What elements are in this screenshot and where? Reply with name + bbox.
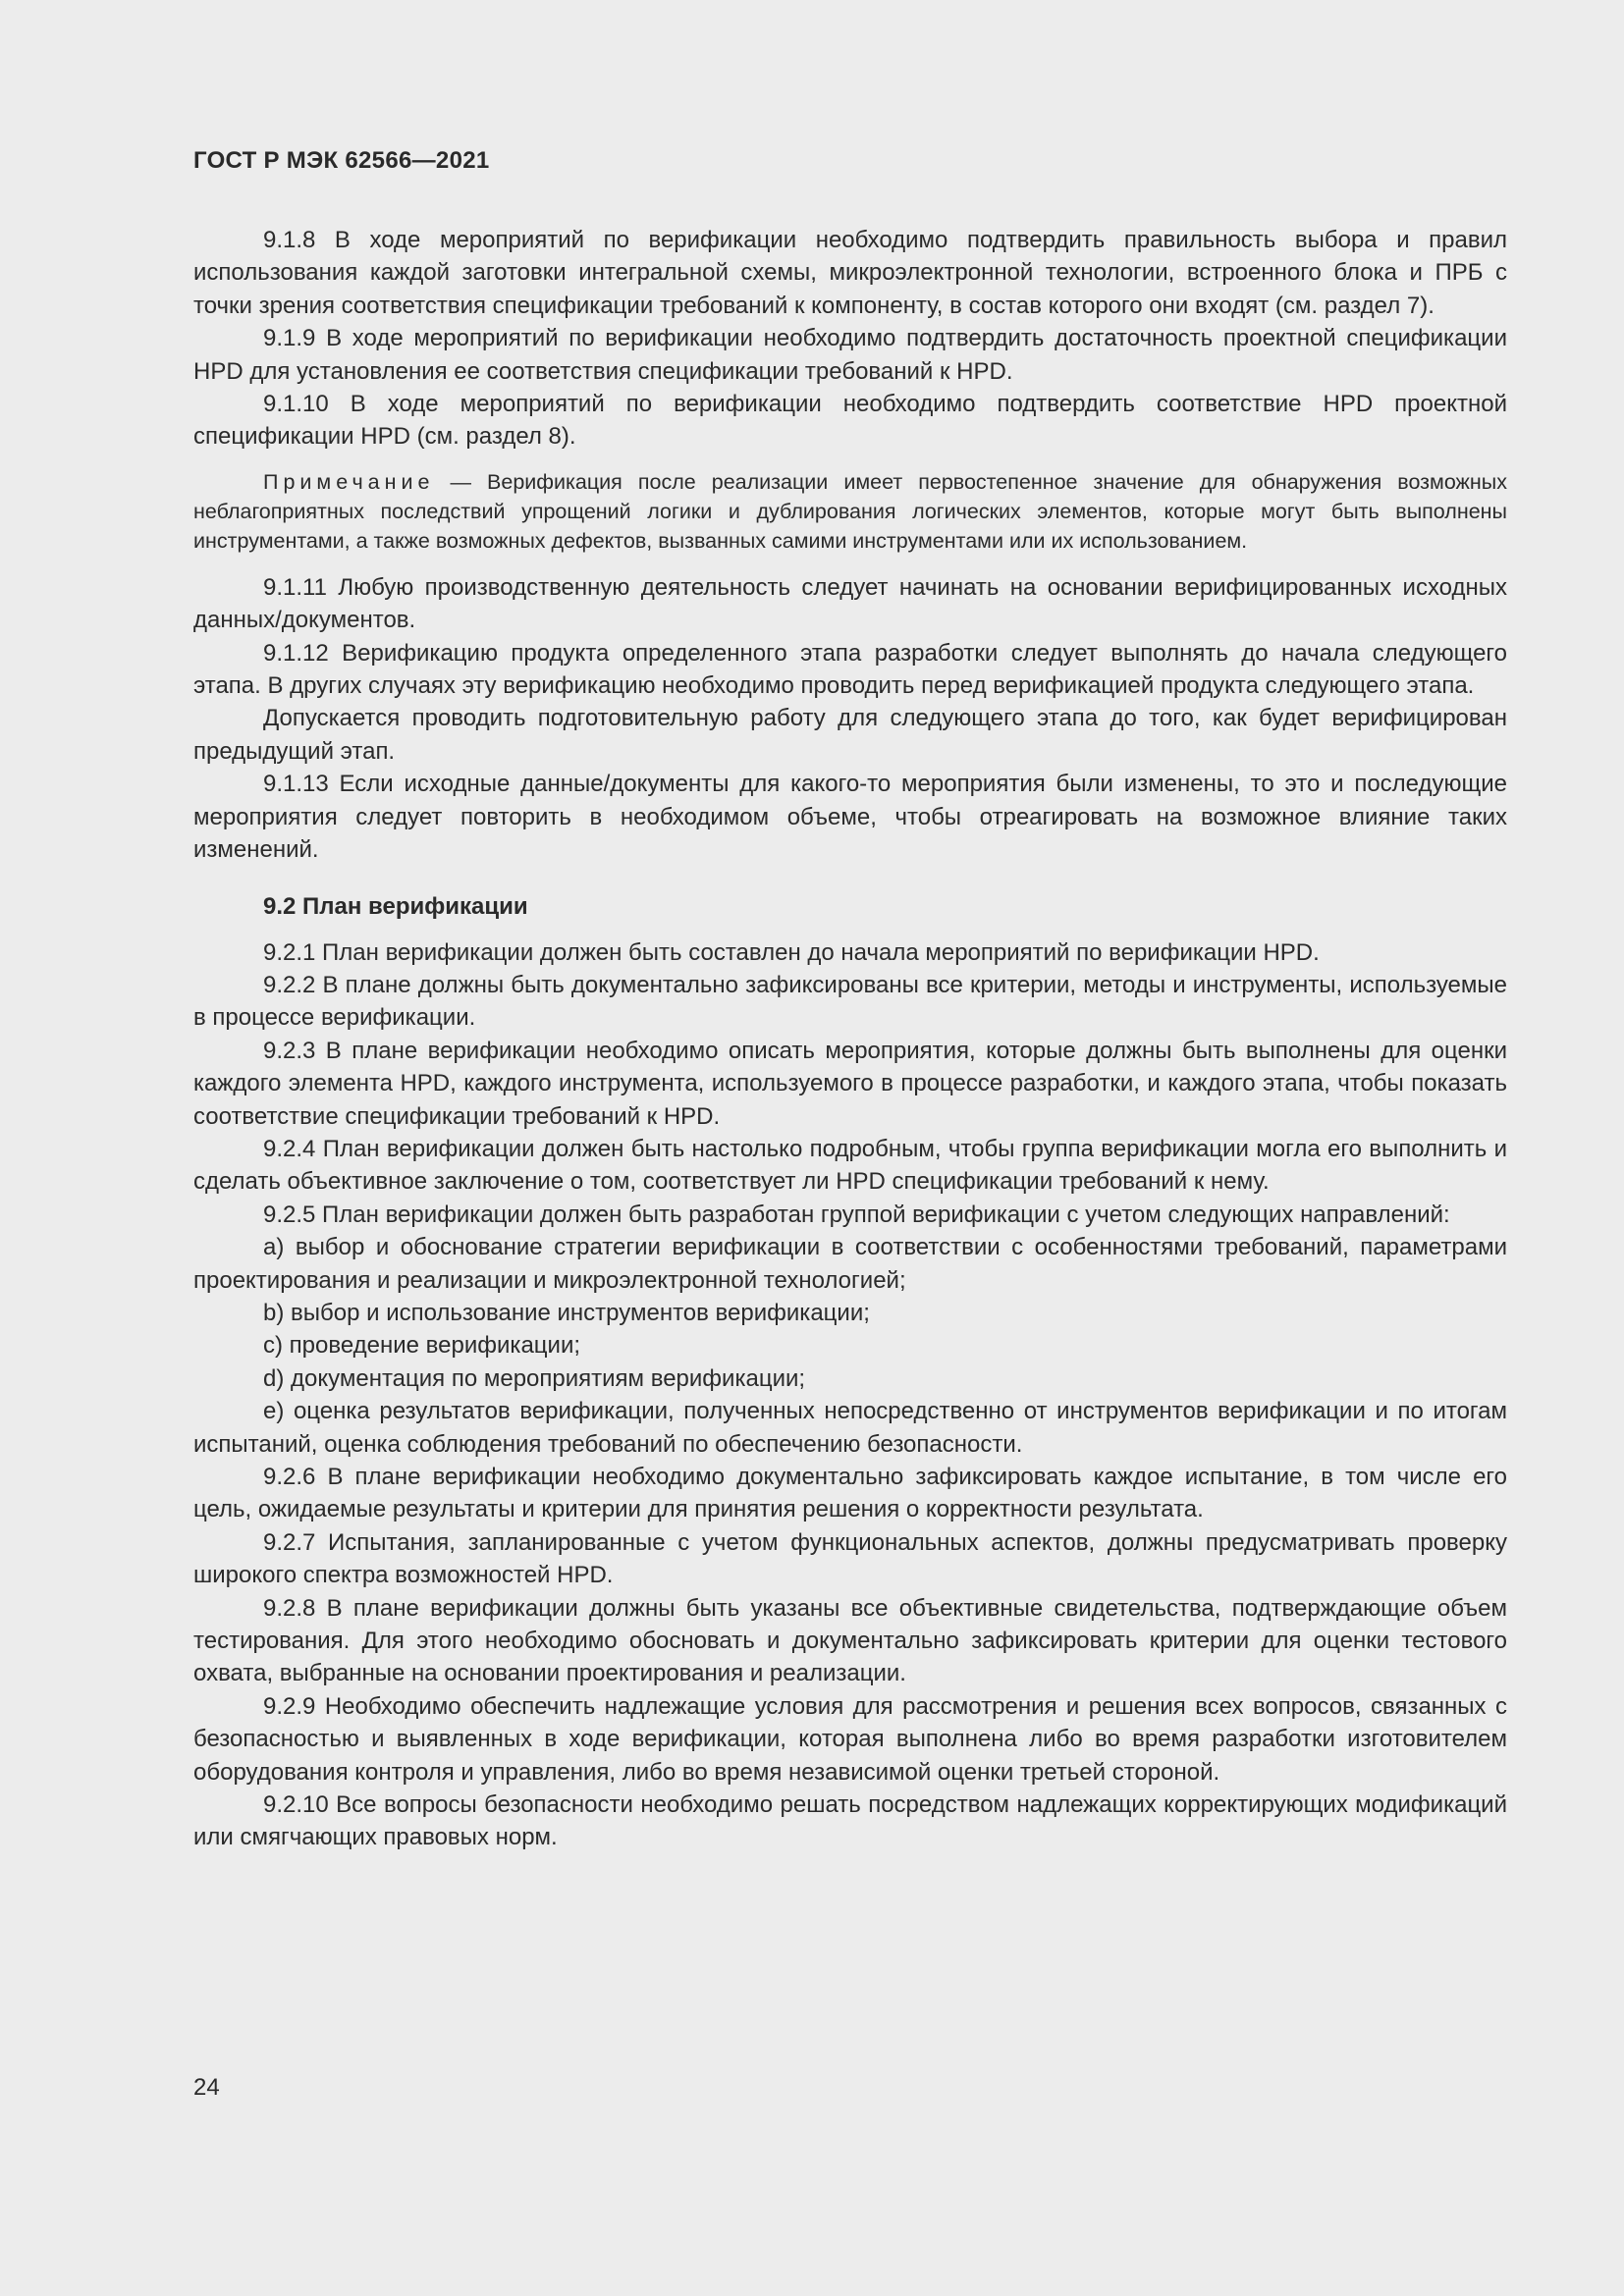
clause-9-2-4: 9.2.4 План верификации должен быть настолько подробным, чтобы группа верификации могла его выполнить и сделать объективное заключение о том, соответствует ли HPD спецификации требований к нему. [193, 1135, 1507, 1196]
clause-9-1-12: 9.1.12 Верификацию продукта определенного этапа разработки следует выполнять до начала следующего этапа. В других случаях эту верификацию необходимо проводить перед верификацией продукта следующего этапа. [193, 639, 1507, 700]
note-label: Примечание [263, 469, 435, 494]
clause-9-1-9: 9.1.9 В ходе мероприятий по верификации необходимо подтвердить достаточность проектной спецификации HPD для установления ее соответствия спецификации требований к HPD. [193, 325, 1507, 385]
clause-9-1-8: 9.1.8 В ходе мероприятий по верификации необходимо подтвердить правильность выбора и правил использования каждой заготовки интегральной схемы, микроэлектронной технологии, встроенного блока и ПРБ с точки зрения соответствия спецификации требований к компоненту, в состав которого они входят (см. раздел 7). [193, 227, 1507, 319]
clause-9-2-7: 9.2.7 Испытания, запланированные с учетом функциональных аспектов, должны предусматривать проверку широкого спектра возможностей HPD. [193, 1528, 1507, 1589]
list-item-e: e) оценка результатов верификации, полученных непосредственно от инструментов верификации и по итогам испытаний, оценка соблюдения требований по обеспечению безопасности. [193, 1398, 1507, 1458]
clause-9-2-8: 9.2.8 В плане верификации должны быть указаны все объективные свидетельства, подтверждающие объем тестирования. Для этого необходимо обосновать и документально зафиксировать критерии для оценки тестового охвата, выбранные на основании проектирования и реализации. [193, 1594, 1507, 1687]
note [193, 467, 1507, 556]
list-item-b: b) выбор и использование инструментов верификации; [263, 1299, 870, 1326]
clause-9-2-2: 9.2.2 В плане должны быть документально зафиксированы все критерии, методы и инструменты, используемые в процессе верификации. [193, 971, 1507, 1032]
list-item-c: c) проведение верификации; [263, 1332, 581, 1360]
clause-9-1-10: 9.1.10 В ходе мероприятий по верификации необходимо подтвердить соответствие HPD проектной спецификации HPD (см. раздел 8). [193, 391, 1507, 451]
document-header: ГОСТ Р МЭК 62566—2021 [193, 147, 490, 174]
document-body [193, 224, 1507, 1854]
clause-9-1-13: 9.1.13 Если исходные данные/документы для какого-то мероприятия были изменены, то это и последующие мероприятия следует повторить в необходимом объеме, чтобы отреагировать на возможное влияние таких изменений. [193, 771, 1507, 864]
clause-9-2-3: 9.2.3 В плане верификации необходимо описать мероприятия, которые должны быть выполнены для оценки каждого элемента HPD, каждого инструмента, используемого в процессе разработки, и каждого этапа, чтобы показать соответствие спецификации требований к HPD. [193, 1037, 1507, 1130]
section-heading-9-2: 9.2 План верификации [263, 892, 528, 920]
clause-9-2-6: 9.2.6 В плане верификации необходимо документально зафиксировать каждое испытание, в том числе его цель, ожидаемые результаты и критерии для принятия решения о корректности результата. [193, 1464, 1507, 1523]
list-item-a: а) выбор и обоснование стратегии верификации в соответствии с особенностями требований, параметрами проектирования и реализации и микроэлектронной технологией; [193, 1234, 1507, 1294]
clause-9-2-5: 9.2.5 План верификации должен быть разработан группой верификации с учетом следующих направлений: [263, 1201, 1450, 1228]
list-item-d: d) документация по мероприятиям верификации; [263, 1364, 806, 1392]
note-text: — Верификация после реализации имеет первостепенное значение для обнаружения возможных неблагоприятных последствий упрощений логики и дублирования логических элементов, которые могут быть выполнены инструментами, а также возможных дефектов, вызванных самими инструментами или их использованием. [193, 469, 1507, 553]
clause-9-2-1: 9.2.1 План верификации должен быть составлен до начала мероприятий по верификации HPD. [263, 938, 1320, 966]
clause-9-2-9: 9.2.9 Необходимо обеспечить надлежащие условия для рассмотрения и решения всех вопросов, связанных с безопасностью и выявленных в ходе верификации, которая выполнена либо во время разработки изготовителем оборудования контроля и управления, либо во время независимой оценки третьей стороной. [193, 1692, 1507, 1786]
clause-9-1-12-continued: Допускается проводить подготовительную работу для следующего этапа до того, как будет верифицирован предыдущий этап. [193, 705, 1507, 765]
clause-9-1-11: 9.1.11 Любую производственную деятельность следует начинать на основании верифицированных исходных данных/документов. [193, 573, 1507, 634]
clause-9-2-10: 9.2.10 Все вопросы безопасности необходимо решать посредством надлежащих корректирующих модификаций или смягчающих правовых норм. [193, 1791, 1507, 1851]
page-number: 24 [193, 2074, 220, 2101]
